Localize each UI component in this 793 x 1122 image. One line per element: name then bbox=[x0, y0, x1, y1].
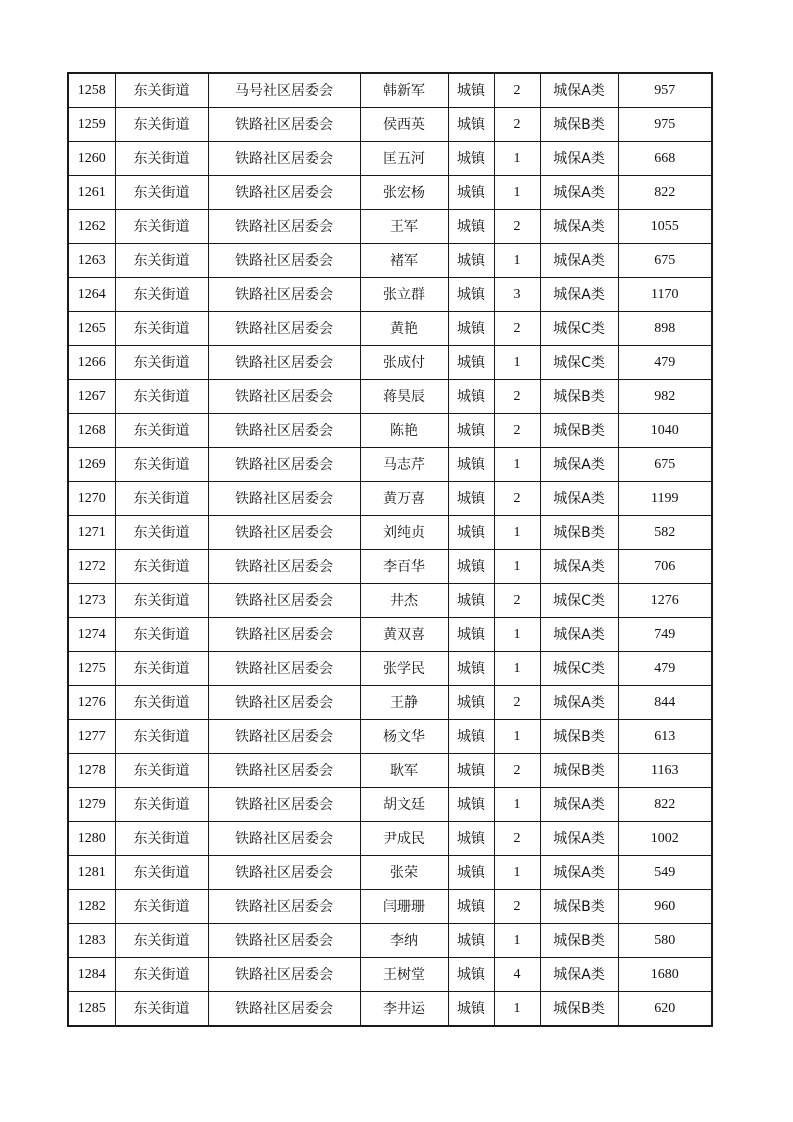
household-size-cell: 2 bbox=[494, 482, 540, 516]
name-cell: 匡五河 bbox=[360, 142, 448, 176]
table-row bbox=[68, 550, 712, 584]
household-size-cell: 1 bbox=[494, 346, 540, 380]
street-cell: 东关街道 bbox=[115, 686, 208, 720]
name-cell: 李百华 bbox=[360, 550, 448, 584]
amount-cell: 613 bbox=[618, 720, 712, 754]
category-cell: 城保B类 bbox=[540, 754, 618, 788]
category-cell: 城保C类 bbox=[540, 652, 618, 686]
area-type-cell: 城镇 bbox=[448, 346, 494, 380]
row-id-cell: 1261 bbox=[68, 176, 115, 210]
table-row bbox=[68, 822, 712, 856]
table-row bbox=[68, 754, 712, 788]
name-cell: 张宏杨 bbox=[360, 176, 448, 210]
category-cell: 城保A类 bbox=[540, 550, 618, 584]
street-cell: 东关街道 bbox=[115, 380, 208, 414]
household-size-cell: 1 bbox=[494, 788, 540, 822]
category-cell: 城保B类 bbox=[540, 516, 618, 550]
street-cell: 东关街道 bbox=[115, 448, 208, 482]
community-cell: 铁路社区居委会 bbox=[208, 380, 360, 414]
name-cell: 黄双喜 bbox=[360, 618, 448, 652]
area-type-cell: 城镇 bbox=[448, 890, 494, 924]
category-cell: 城保B类 bbox=[540, 720, 618, 754]
category-cell: 城保B类 bbox=[540, 924, 618, 958]
area-type-cell: 城镇 bbox=[448, 312, 494, 346]
area-type-cell: 城镇 bbox=[448, 992, 494, 1027]
table-row bbox=[68, 482, 712, 516]
row-id-cell: 1264 bbox=[68, 278, 115, 312]
category-cell: 城保A类 bbox=[540, 958, 618, 992]
street-cell: 东关街道 bbox=[115, 244, 208, 278]
household-size-cell: 2 bbox=[494, 312, 540, 346]
name-cell: 王军 bbox=[360, 210, 448, 244]
name-cell: 尹成民 bbox=[360, 822, 448, 856]
street-cell: 东关街道 bbox=[115, 652, 208, 686]
row-id-cell: 1281 bbox=[68, 856, 115, 890]
amount-cell: 1199 bbox=[618, 482, 712, 516]
area-type-cell: 城镇 bbox=[448, 924, 494, 958]
household-size-cell: 2 bbox=[494, 822, 540, 856]
community-cell: 铁路社区居委会 bbox=[208, 278, 360, 312]
amount-cell: 844 bbox=[618, 686, 712, 720]
row-id-cell: 1268 bbox=[68, 414, 115, 448]
community-cell: 铁路社区居委会 bbox=[208, 958, 360, 992]
row-id-cell: 1269 bbox=[68, 448, 115, 482]
name-cell: 井杰 bbox=[360, 584, 448, 618]
area-type-cell: 城镇 bbox=[448, 448, 494, 482]
category-cell: 城保A类 bbox=[540, 482, 618, 516]
household-size-cell: 1 bbox=[494, 448, 540, 482]
table-row bbox=[68, 278, 712, 312]
street-cell: 东关街道 bbox=[115, 516, 208, 550]
community-cell: 铁路社区居委会 bbox=[208, 142, 360, 176]
row-id-cell: 1283 bbox=[68, 924, 115, 958]
community-cell: 马号社区居委会 bbox=[208, 73, 360, 108]
category-cell: 城保A类 bbox=[540, 176, 618, 210]
amount-cell: 982 bbox=[618, 380, 712, 414]
household-size-cell: 3 bbox=[494, 278, 540, 312]
household-size-cell: 2 bbox=[494, 686, 540, 720]
row-id-cell: 1279 bbox=[68, 788, 115, 822]
household-size-cell: 1 bbox=[494, 618, 540, 652]
row-id-cell: 1274 bbox=[68, 618, 115, 652]
row-id-cell: 1284 bbox=[68, 958, 115, 992]
area-type-cell: 城镇 bbox=[448, 958, 494, 992]
area-type-cell: 城镇 bbox=[448, 176, 494, 210]
street-cell: 东关街道 bbox=[115, 312, 208, 346]
community-cell: 铁路社区居委会 bbox=[208, 924, 360, 958]
amount-cell: 620 bbox=[618, 992, 712, 1027]
category-cell: 城保A类 bbox=[540, 618, 618, 652]
household-size-cell: 1 bbox=[494, 856, 540, 890]
community-cell: 铁路社区居委会 bbox=[208, 482, 360, 516]
street-cell: 东关街道 bbox=[115, 346, 208, 380]
area-type-cell: 城镇 bbox=[448, 73, 494, 108]
amount-cell: 749 bbox=[618, 618, 712, 652]
amount-cell: 479 bbox=[618, 346, 712, 380]
household-size-cell: 2 bbox=[494, 414, 540, 448]
area-type-cell: 城镇 bbox=[448, 210, 494, 244]
area-type-cell: 城镇 bbox=[448, 754, 494, 788]
area-type-cell: 城镇 bbox=[448, 414, 494, 448]
row-id-cell: 1271 bbox=[68, 516, 115, 550]
area-type-cell: 城镇 bbox=[448, 618, 494, 652]
name-cell: 刘纯贞 bbox=[360, 516, 448, 550]
name-cell: 陈艳 bbox=[360, 414, 448, 448]
category-cell: 城保C类 bbox=[540, 346, 618, 380]
category-cell: 城保B类 bbox=[540, 890, 618, 924]
community-cell: 铁路社区居委会 bbox=[208, 550, 360, 584]
row-id-cell: 1258 bbox=[68, 73, 115, 108]
category-cell: 城保A类 bbox=[540, 448, 618, 482]
household-size-cell: 1 bbox=[494, 244, 540, 278]
street-cell: 东关街道 bbox=[115, 754, 208, 788]
street-cell: 东关街道 bbox=[115, 856, 208, 890]
table-row bbox=[68, 958, 712, 992]
name-cell: 耿军 bbox=[360, 754, 448, 788]
amount-cell: 957 bbox=[618, 73, 712, 108]
community-cell: 铁路社区居委会 bbox=[208, 176, 360, 210]
row-id-cell: 1262 bbox=[68, 210, 115, 244]
household-size-cell: 1 bbox=[494, 176, 540, 210]
amount-cell: 1040 bbox=[618, 414, 712, 448]
household-size-cell: 4 bbox=[494, 958, 540, 992]
street-cell: 东关街道 bbox=[115, 788, 208, 822]
name-cell: 韩新军 bbox=[360, 73, 448, 108]
household-size-cell: 2 bbox=[494, 584, 540, 618]
category-cell: 城保A类 bbox=[540, 822, 618, 856]
street-cell: 东关街道 bbox=[115, 210, 208, 244]
row-id-cell: 1259 bbox=[68, 108, 115, 142]
street-cell: 东关街道 bbox=[115, 142, 208, 176]
row-id-cell: 1280 bbox=[68, 822, 115, 856]
name-cell: 张荣 bbox=[360, 856, 448, 890]
table-row bbox=[68, 210, 712, 244]
amount-cell: 1276 bbox=[618, 584, 712, 618]
row-id-cell: 1263 bbox=[68, 244, 115, 278]
amount-cell: 975 bbox=[618, 108, 712, 142]
table-row bbox=[68, 448, 712, 482]
name-cell: 李纳 bbox=[360, 924, 448, 958]
community-cell: 铁路社区居委会 bbox=[208, 414, 360, 448]
community-cell: 铁路社区居委会 bbox=[208, 686, 360, 720]
name-cell: 侯西英 bbox=[360, 108, 448, 142]
area-type-cell: 城镇 bbox=[448, 652, 494, 686]
street-cell: 东关街道 bbox=[115, 73, 208, 108]
community-cell: 铁路社区居委会 bbox=[208, 992, 360, 1027]
amount-cell: 1680 bbox=[618, 958, 712, 992]
table-row bbox=[68, 73, 712, 108]
household-size-cell: 1 bbox=[494, 142, 540, 176]
table-row bbox=[68, 720, 712, 754]
row-id-cell: 1275 bbox=[68, 652, 115, 686]
category-cell: 城保A类 bbox=[540, 244, 618, 278]
community-cell: 铁路社区居委会 bbox=[208, 108, 360, 142]
table-row bbox=[68, 652, 712, 686]
household-size-cell: 1 bbox=[494, 924, 540, 958]
street-cell: 东关街道 bbox=[115, 720, 208, 754]
row-id-cell: 1285 bbox=[68, 992, 115, 1027]
category-cell: 城保A类 bbox=[540, 142, 618, 176]
community-cell: 铁路社区居委会 bbox=[208, 346, 360, 380]
row-id-cell: 1266 bbox=[68, 346, 115, 380]
category-cell: 城保B类 bbox=[540, 380, 618, 414]
street-cell: 东关街道 bbox=[115, 992, 208, 1027]
table-row bbox=[68, 414, 712, 448]
table-row bbox=[68, 346, 712, 380]
amount-cell: 1055 bbox=[618, 210, 712, 244]
name-cell: 张成付 bbox=[360, 346, 448, 380]
category-cell: 城保B类 bbox=[540, 108, 618, 142]
household-size-cell: 2 bbox=[494, 108, 540, 142]
community-cell: 铁路社区居委会 bbox=[208, 754, 360, 788]
name-cell: 蒋昊辰 bbox=[360, 380, 448, 414]
community-cell: 铁路社区居委会 bbox=[208, 584, 360, 618]
name-cell: 李井运 bbox=[360, 992, 448, 1027]
street-cell: 东关街道 bbox=[115, 108, 208, 142]
household-size-cell: 1 bbox=[494, 516, 540, 550]
name-cell: 闫珊珊 bbox=[360, 890, 448, 924]
amount-cell: 1170 bbox=[618, 278, 712, 312]
street-cell: 东关街道 bbox=[115, 278, 208, 312]
community-cell: 铁路社区居委会 bbox=[208, 618, 360, 652]
amount-cell: 675 bbox=[618, 448, 712, 482]
amount-cell: 822 bbox=[618, 176, 712, 210]
amount-cell: 675 bbox=[618, 244, 712, 278]
category-cell: 城保A类 bbox=[540, 856, 618, 890]
category-cell: 城保C类 bbox=[540, 312, 618, 346]
category-cell: 城保A类 bbox=[540, 278, 618, 312]
household-size-cell: 2 bbox=[494, 380, 540, 414]
street-cell: 东关街道 bbox=[115, 822, 208, 856]
area-type-cell: 城镇 bbox=[448, 278, 494, 312]
community-cell: 铁路社区居委会 bbox=[208, 822, 360, 856]
area-type-cell: 城镇 bbox=[448, 108, 494, 142]
category-cell: 城保A类 bbox=[540, 73, 618, 108]
street-cell: 东关街道 bbox=[115, 924, 208, 958]
category-cell: 城保A类 bbox=[540, 210, 618, 244]
name-cell: 张立群 bbox=[360, 278, 448, 312]
row-id-cell: 1276 bbox=[68, 686, 115, 720]
area-type-cell: 城镇 bbox=[448, 788, 494, 822]
street-cell: 东关街道 bbox=[115, 618, 208, 652]
name-cell: 王静 bbox=[360, 686, 448, 720]
table-row bbox=[68, 924, 712, 958]
amount-cell: 1002 bbox=[618, 822, 712, 856]
table-row bbox=[68, 142, 712, 176]
household-size-cell: 2 bbox=[494, 754, 540, 788]
community-cell: 铁路社区居委会 bbox=[208, 448, 360, 482]
table-row bbox=[68, 890, 712, 924]
category-cell: 城保A类 bbox=[540, 788, 618, 822]
community-cell: 铁路社区居委会 bbox=[208, 210, 360, 244]
table-row bbox=[68, 108, 712, 142]
community-cell: 铁路社区居委会 bbox=[208, 720, 360, 754]
category-cell: 城保B类 bbox=[540, 414, 618, 448]
row-id-cell: 1270 bbox=[68, 482, 115, 516]
street-cell: 东关街道 bbox=[115, 890, 208, 924]
area-type-cell: 城镇 bbox=[448, 720, 494, 754]
amount-cell: 898 bbox=[618, 312, 712, 346]
community-cell: 铁路社区居委会 bbox=[208, 244, 360, 278]
area-type-cell: 城镇 bbox=[448, 380, 494, 414]
table-row bbox=[68, 856, 712, 890]
area-type-cell: 城镇 bbox=[448, 584, 494, 618]
street-cell: 东关街道 bbox=[115, 176, 208, 210]
row-id-cell: 1277 bbox=[68, 720, 115, 754]
community-cell: 铁路社区居委会 bbox=[208, 652, 360, 686]
household-size-cell: 2 bbox=[494, 890, 540, 924]
amount-cell: 668 bbox=[618, 142, 712, 176]
area-type-cell: 城镇 bbox=[448, 686, 494, 720]
table-row bbox=[68, 618, 712, 652]
table-body bbox=[68, 73, 712, 1026]
household-size-cell: 1 bbox=[494, 992, 540, 1027]
table-row bbox=[68, 788, 712, 822]
data-table bbox=[67, 72, 713, 1027]
table-row bbox=[68, 992, 712, 1027]
community-cell: 铁路社区居委会 bbox=[208, 856, 360, 890]
area-type-cell: 城镇 bbox=[448, 550, 494, 584]
amount-cell: 549 bbox=[618, 856, 712, 890]
table-row bbox=[68, 584, 712, 618]
amount-cell: 582 bbox=[618, 516, 712, 550]
household-size-cell: 2 bbox=[494, 73, 540, 108]
name-cell: 马志芹 bbox=[360, 448, 448, 482]
name-cell: 黄万喜 bbox=[360, 482, 448, 516]
row-id-cell: 1278 bbox=[68, 754, 115, 788]
table-row bbox=[68, 380, 712, 414]
table-row bbox=[68, 176, 712, 210]
table-row bbox=[68, 312, 712, 346]
household-size-cell: 1 bbox=[494, 652, 540, 686]
street-cell: 东关街道 bbox=[115, 550, 208, 584]
area-type-cell: 城镇 bbox=[448, 244, 494, 278]
household-size-cell: 1 bbox=[494, 720, 540, 754]
name-cell: 王树堂 bbox=[360, 958, 448, 992]
amount-cell: 580 bbox=[618, 924, 712, 958]
row-id-cell: 1260 bbox=[68, 142, 115, 176]
category-cell: 城保B类 bbox=[540, 992, 618, 1027]
category-cell: 城保C类 bbox=[540, 584, 618, 618]
area-type-cell: 城镇 bbox=[448, 822, 494, 856]
community-cell: 铁路社区居委会 bbox=[208, 516, 360, 550]
amount-cell: 1163 bbox=[618, 754, 712, 788]
household-size-cell: 2 bbox=[494, 210, 540, 244]
name-cell: 褚军 bbox=[360, 244, 448, 278]
row-id-cell: 1272 bbox=[68, 550, 115, 584]
community-cell: 铁路社区居委会 bbox=[208, 788, 360, 822]
street-cell: 东关街道 bbox=[115, 584, 208, 618]
category-cell: 城保A类 bbox=[540, 686, 618, 720]
amount-cell: 960 bbox=[618, 890, 712, 924]
table-row bbox=[68, 244, 712, 278]
table-row bbox=[68, 686, 712, 720]
amount-cell: 822 bbox=[618, 788, 712, 822]
area-type-cell: 城镇 bbox=[448, 142, 494, 176]
amount-cell: 479 bbox=[618, 652, 712, 686]
community-cell: 铁路社区居委会 bbox=[208, 890, 360, 924]
household-size-cell: 1 bbox=[494, 550, 540, 584]
area-type-cell: 城镇 bbox=[448, 516, 494, 550]
table-row bbox=[68, 516, 712, 550]
amount-cell: 706 bbox=[618, 550, 712, 584]
row-id-cell: 1282 bbox=[68, 890, 115, 924]
street-cell: 东关街道 bbox=[115, 958, 208, 992]
row-id-cell: 1273 bbox=[68, 584, 115, 618]
community-cell: 铁路社区居委会 bbox=[208, 312, 360, 346]
name-cell: 张学民 bbox=[360, 652, 448, 686]
name-cell: 胡文廷 bbox=[360, 788, 448, 822]
area-type-cell: 城镇 bbox=[448, 482, 494, 516]
name-cell: 黄艳 bbox=[360, 312, 448, 346]
street-cell: 东关街道 bbox=[115, 414, 208, 448]
row-id-cell: 1267 bbox=[68, 380, 115, 414]
name-cell: 杨文华 bbox=[360, 720, 448, 754]
street-cell: 东关街道 bbox=[115, 482, 208, 516]
row-id-cell: 1265 bbox=[68, 312, 115, 346]
area-type-cell: 城镇 bbox=[448, 856, 494, 890]
